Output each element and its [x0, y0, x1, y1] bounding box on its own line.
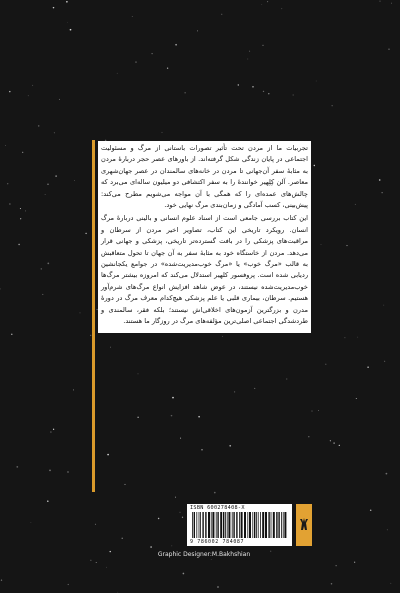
- gold-accent-rule: [92, 140, 95, 492]
- blurb-paragraph-1: تجربیات ما از مردن تحت تأثیر تصورات باستانی از مرگ و مسئولیت اجتماعی در پایان زندگی شکل گرفته‌اند. از باورهای عصر حجر دربارهٔ مردن به مثابهٔ سفر آن‌جهانی تا مردن در خانه‌های سالمندان در عصر جهان‌شهری معاصر. آلن کِلِهیر خوانندهٔ را به سفر اکتشافی دو میلیون ساله‌ای می‌برد که چالش‌های عمده‌ای را که همگی با آن مواجه می‌شویم مطرح می‌کند: پیش‌بینی، کسب آمادگی و زمان‌بندی مرگ نهایی خود.: [101, 144, 308, 210]
- blurb-paragraph-2: این کتاب بررسی جامعی است از اسناد علوم انسانی و بالینی دربارهٔ مرگ انسان. رویکرد تاریخی این کتاب، تصاویر اخیر مردن از سرطان و مراقبت‌های پزشکی را در بافت گسترده‌تر تاریخی، پزشکی و جهانی قرار می‌دهد. مردن از خاستگاه خود به مثابهٔ سفر به آن جهان تا تحول متعاقبش به قالب «مرگ خوب» یا «مرگ خوب‌مدیریت‌شده» در جوامع یکجانشین ردیابی شده است. پروفسور کلهیر استدلال می‌کند که امروزه بیشتر مرگ‌ها خوب‌مدیریت‌شده نیستند، در عوض شاهد افزایش انواع مرگ‌های شرم‌آور هستیم. سرطان، بیماری قلبی یا علم پزشکی هیچ‌کدام معرف مرگ در دورهٔ مدرن و بزرگترین آزمون‌های اخلاقی‌اش نیستند؛ بلکه فقر، سالمندی و طردشدگی اجتماعی اصلی‌ترین مؤلفه‌های مرگ در روزگار ما هستند.: [101, 214, 308, 326]
- back-cover-text-panel: [98, 141, 311, 333]
- publisher-logo: [296, 504, 312, 546]
- isbn-label: ISBN 600278408-X: [190, 505, 245, 511]
- isbn-barcode-box: [187, 504, 292, 546]
- designer-credit: Graphic Designer:M.Bakhshian: [157, 551, 251, 558]
- barcode-icon: [191, 512, 288, 538]
- barcode-number: 9 786002 784087: [190, 539, 245, 545]
- deer-logo-icon: [296, 504, 312, 546]
